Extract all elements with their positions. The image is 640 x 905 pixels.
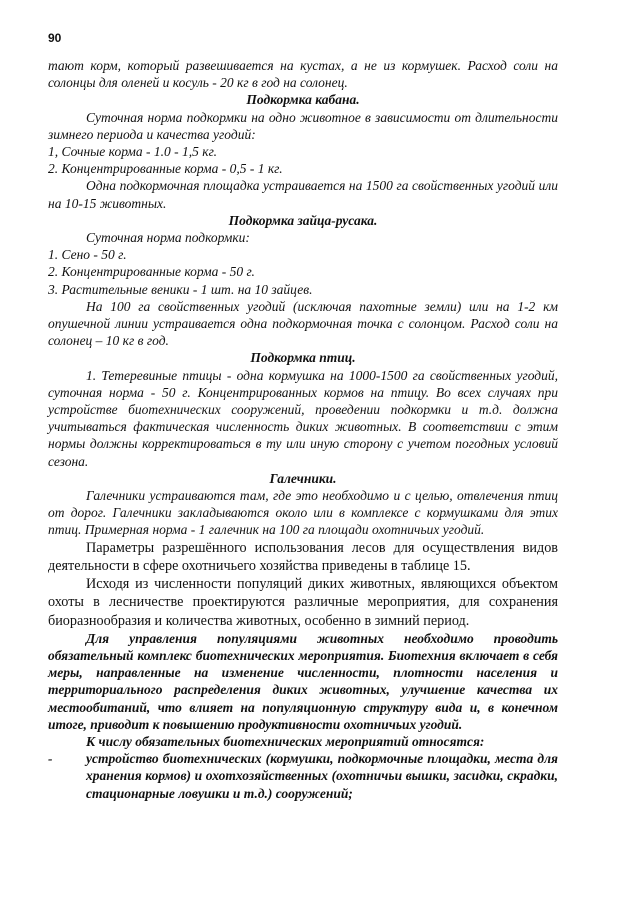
section-heading: Галечники. bbox=[269, 470, 337, 486]
paragraph: Галечники устраиваются там, где это необходимо и с целью, отвлечения птиц от дорог. Галечники закладываются около или в комплексе с кормушками для этих птиц. Примерная норма - 1 галечник на 100 га площади охотничьих угодий. bbox=[48, 488, 558, 538]
paragraph: Параметры разрешённого использования лесов для осуществления видов деятельности в сфере охотничьего хозяйства приведены в таблице 15. bbox=[48, 539, 558, 574]
list-item: 3. Растительные веники - 1 шт. на 10 зайцев. bbox=[48, 281, 313, 297]
section-heading: Подкормка птиц. bbox=[250, 350, 356, 366]
section-heading: Подкормка кабана. bbox=[246, 92, 360, 108]
list-item: 1, Сочные корма - 1.0 - 1,5 кг. bbox=[48, 144, 218, 160]
bullet-mark: - bbox=[48, 751, 53, 767]
paragraph: тают корм, который развешивается на кустах, а не из кормушек. Расход соли на солонцы для оленей и косуль - 20 кг в год на солонец. bbox=[48, 58, 558, 91]
paragraph: На 100 га свойственных угодий (исключая пахотные земли) или на 1-2 км опушечной линии устраивается одна подкормочная точка с солонцом. Расход соли на солонец – 10 кг в год. bbox=[48, 298, 558, 349]
bullet-text: устройство биотехнических (кормушки, подкормочные площадки, места для хранения кормов) и охотхозяйственных (охотничьи вышки, засидки, скрадки, стационарные ловушки и т.д.) сооружений; bbox=[86, 751, 558, 801]
paragraph: К числу обязательных биотехнических мероприятий относятся: bbox=[86, 733, 485, 749]
list-item: 2. Концентрированные корма - 50 г. bbox=[48, 264, 255, 280]
paragraph: Суточная норма подкормки на одно животное в зависимости от длительности зимнего периода и качества угодий: bbox=[48, 109, 558, 142]
section-heading: Подкормка зайца-русака. bbox=[228, 212, 378, 228]
paragraph: Исходя из численности популяций диких животных, являющихся объектом охоты в лесничестве проектируются различные мероприятия, для сохранения биоразнообразия и количества животных, особенно в зимний период. bbox=[48, 576, 558, 629]
list-item: 2. Концентрированные корма - 0,5 - 1 кг. bbox=[48, 161, 283, 177]
paragraph: 1. Тетеревиные птицы - одна кормушка на 1000-1500 га свойственных угодий, суточная норма - 50 г. Концентрированных кормов на птицу. Во всех случаях при устройстве биотехнических сооружений, проведении подкормки и т.д. должна учитываться фактическая численность диких животных. В соответствии с этим нормы должны корректироваться в ту или иную сторону с учетом погодных условий сезона. bbox=[48, 367, 558, 469]
page-number: 90 bbox=[48, 31, 62, 45]
paragraph: Для управления популяциями животных необходимо проводить обязательный комплекс биотехнических мероприятия. Биотехния включает в себя меры, направленные на изменение численности, плотности населения и территориального распределения диких животных, улучшение качества их местообитаний, что влияет на популяционную структуру вида и, в конечном итоге, приводит к повышению продуктивности охотничьих угодий. bbox=[48, 630, 558, 732]
paragraph: Суточная норма подкормки: bbox=[86, 230, 250, 246]
list-item: 1. Сено - 50 г. bbox=[48, 247, 127, 263]
paragraph: Одна подкормочная площадка устраивается на 1500 га свойственных угодий или на 10-15 животных. bbox=[48, 178, 558, 211]
page-body bbox=[48, 57, 558, 802]
bullet-item bbox=[48, 750, 558, 802]
